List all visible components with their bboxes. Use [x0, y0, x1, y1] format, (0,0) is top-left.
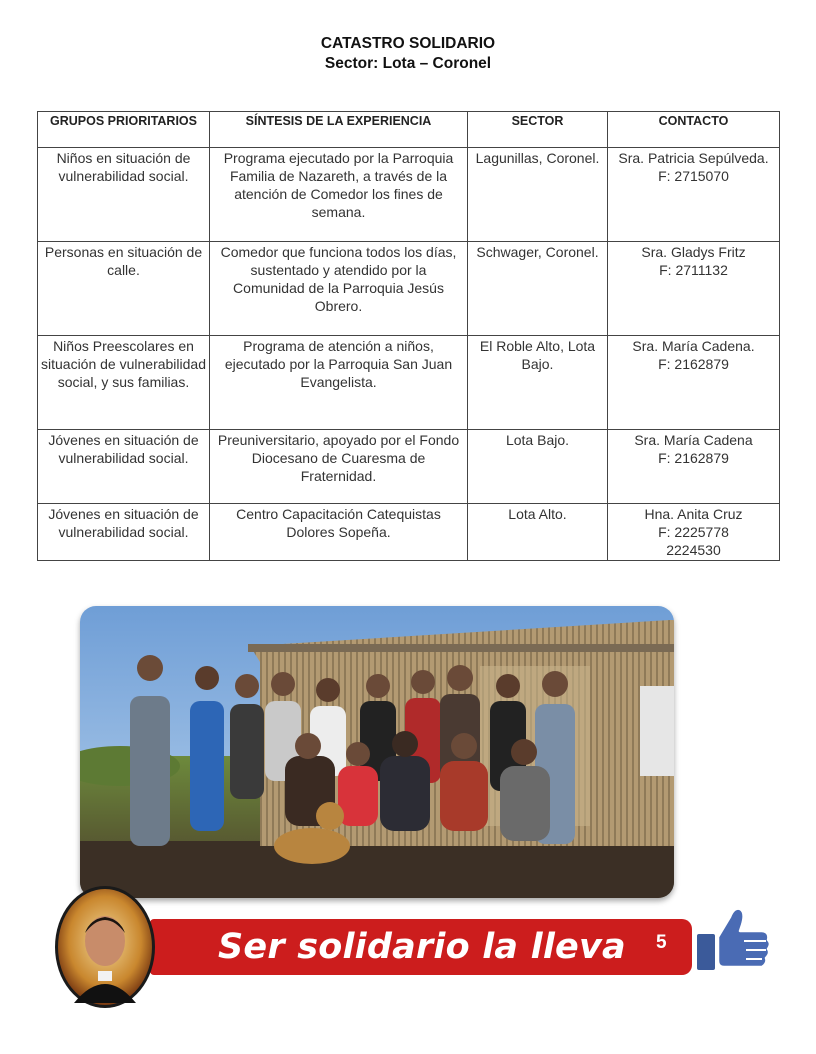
cell-grupo: Niños Preescolares en situación de vulnerabilidad social, y sus familias.	[38, 336, 210, 430]
table-row	[38, 504, 780, 561]
cell-sintesis: Centro Capacitación Catequistas Dolores Sopeña.	[210, 504, 468, 561]
cell-grupo: Niños en situación de vulnerabilidad social.	[38, 148, 210, 242]
cell-grupo: Jóvenes en situación de vulnerabilidad social.	[38, 430, 210, 504]
table-row	[38, 336, 780, 430]
portrait-image	[54, 885, 156, 1009]
column-header-grupos: GRUPOS PRIORITARIOS	[38, 112, 210, 148]
cell-sector: Lota Bajo.	[468, 430, 608, 504]
column-header-sector: SECTOR	[468, 112, 608, 148]
contact-name: Sra. Gladys Fritz	[641, 244, 746, 260]
table-row	[38, 430, 780, 504]
slogan-text: Ser solidario la lleva	[218, 927, 626, 967]
page-number: 5	[656, 932, 667, 953]
table-header-row	[38, 112, 780, 148]
cell-sintesis: Comedor que funciona todos los días, sustentado y atendido por la Comunidad de la Parroquia Jesús Obrero.	[210, 242, 468, 336]
cell-contacto	[608, 430, 780, 504]
cell-contacto	[608, 504, 780, 561]
catastro-table	[37, 111, 780, 561]
cell-sector: El Roble Alto, Lota Bajo.	[468, 336, 608, 430]
cell-contacto	[608, 242, 780, 336]
group-photo	[80, 606, 674, 898]
table-row	[38, 148, 780, 242]
contact-phone: F: 2715070	[658, 168, 729, 184]
cell-grupo: Personas en situación de calle.	[38, 242, 210, 336]
page-subtitle: Sector: Lota – Coronel	[324, 55, 492, 72]
contact-name: Sra. María Cadena	[634, 432, 753, 448]
cell-sector: Lota Alto.	[468, 504, 608, 561]
cell-contacto	[608, 148, 780, 242]
cell-sintesis: Programa ejecutado por la Parroquia Familia de Nazareth, a través de la atención de Comedor los fines de semana.	[210, 148, 468, 242]
contact-phone: F: 2162879	[658, 450, 729, 466]
page-title: CATASTRO SOLIDARIO	[320, 35, 496, 52]
cell-contacto	[608, 336, 780, 430]
thumbs-up-icon	[694, 903, 772, 973]
contact-name: Sra. María Cadena.	[632, 338, 755, 354]
column-header-contacto: CONTACTO	[608, 112, 780, 148]
cell-grupo: Jóvenes en situación de vulnerabilidad social.	[38, 504, 210, 561]
cell-sector: Lagunillas, Coronel.	[468, 148, 608, 242]
contact-phone: F: 2225778	[658, 524, 729, 540]
group-photo-illustration	[80, 606, 674, 898]
contact-phone-2: 2224530	[666, 542, 721, 558]
cell-sintesis: Preuniversitario, apoyado por el Fondo Diocesano de Cuaresma de Fraternidad.	[210, 430, 468, 504]
column-header-sintesis: SÍNTESIS DE LA EXPERIENCIA	[210, 112, 468, 148]
page-header	[0, 34, 816, 74]
contact-phone: F: 2162879	[658, 356, 729, 372]
cell-sector: Schwager, Coronel.	[468, 242, 608, 336]
contact-phone: F: 2711132	[659, 262, 728, 278]
contact-name: Sra. Patricia Sepúlveda.	[618, 150, 769, 166]
table-row	[38, 242, 780, 336]
contact-name: Hna. Anita Cruz	[644, 506, 743, 522]
cell-sintesis: Programa de atención a niños, ejecutado por la Parroquia San Juan Evangelista.	[210, 336, 468, 430]
